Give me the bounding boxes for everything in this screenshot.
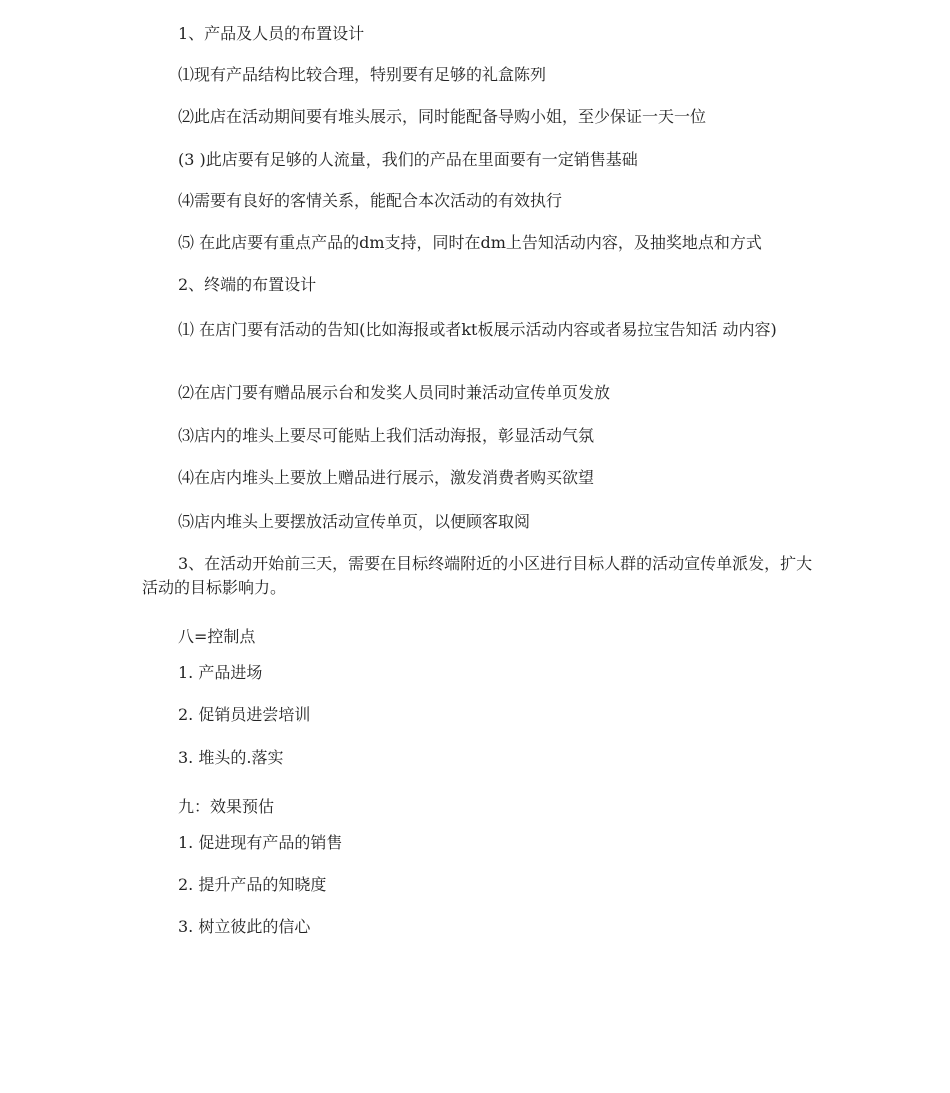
section-8-item-1: 1. 产品进场 xyxy=(178,663,263,682)
section-8-item-3: 3. 堆头的.落实 xyxy=(178,748,284,767)
section-2-item-3: ⑶店内的堆头上要尽可能贴上我们活动海报，彰显活动气氛 xyxy=(178,426,595,445)
section-9-heading: 九：效果预估 xyxy=(178,797,275,816)
section-3-paragraph: 3、在活动开始前三天，需要在目标终端附近的小区进行目标人群的活动宣传单派发，扩大活动的目标影响力。 xyxy=(142,554,813,597)
section-9-item-3: 3. 树立彼此的信心 xyxy=(178,917,311,936)
section-2-item-2: ⑵在店门要有赠品展示台和发奖人员同时兼活动宣传单页发放 xyxy=(178,383,611,402)
section-1-item-1: ⑴现有产品结构比较合理，特别要有足够的礼盒陈列 xyxy=(178,65,547,84)
section-1-item-5: ⑸ 在此店要有重点产品的dm支持，同时在dm上告知活动内容，及抽奖地点和方式 xyxy=(178,233,762,252)
section-2-heading: 2、终端的布置设计 xyxy=(178,275,317,294)
section-9-item-2: 2. 提升产品的知晓度 xyxy=(178,875,327,894)
section-1-item-3: (3 )此店要有足够的人流量，我们的产品在里面要有一定销售基础 xyxy=(178,150,638,169)
section-8-item-2: 2. 促销员进尝培训 xyxy=(178,705,311,724)
section-1-item-4: ⑷需要有良好的客情关系，能配合本次活动的有效执行 xyxy=(178,191,563,210)
section-9-item-1: 1. 促进现有产品的销售 xyxy=(178,833,343,852)
section-2-item-5: ⑸店内堆头上要摆放活动宣传单页，以便顾客取阅 xyxy=(178,512,531,531)
section-1-heading: 1、产品及人员的布置设计 xyxy=(178,24,365,43)
section-1-item-2: ⑵此店在活动期间要有堆头展示，同时能配备导购小姐，至少保证一天一位 xyxy=(178,107,707,126)
section-2-item-1: ⑴ 在店门要有活动的告知(比如海报或者kt板展示活动内容或者易拉宝告知活 动内容) xyxy=(178,320,777,339)
section-2-item-4: ⑷在店内堆头上要放上赠品进行展示，激发消费者购买欲望 xyxy=(178,468,595,487)
section-8-heading: 八=控制点 xyxy=(178,627,256,646)
